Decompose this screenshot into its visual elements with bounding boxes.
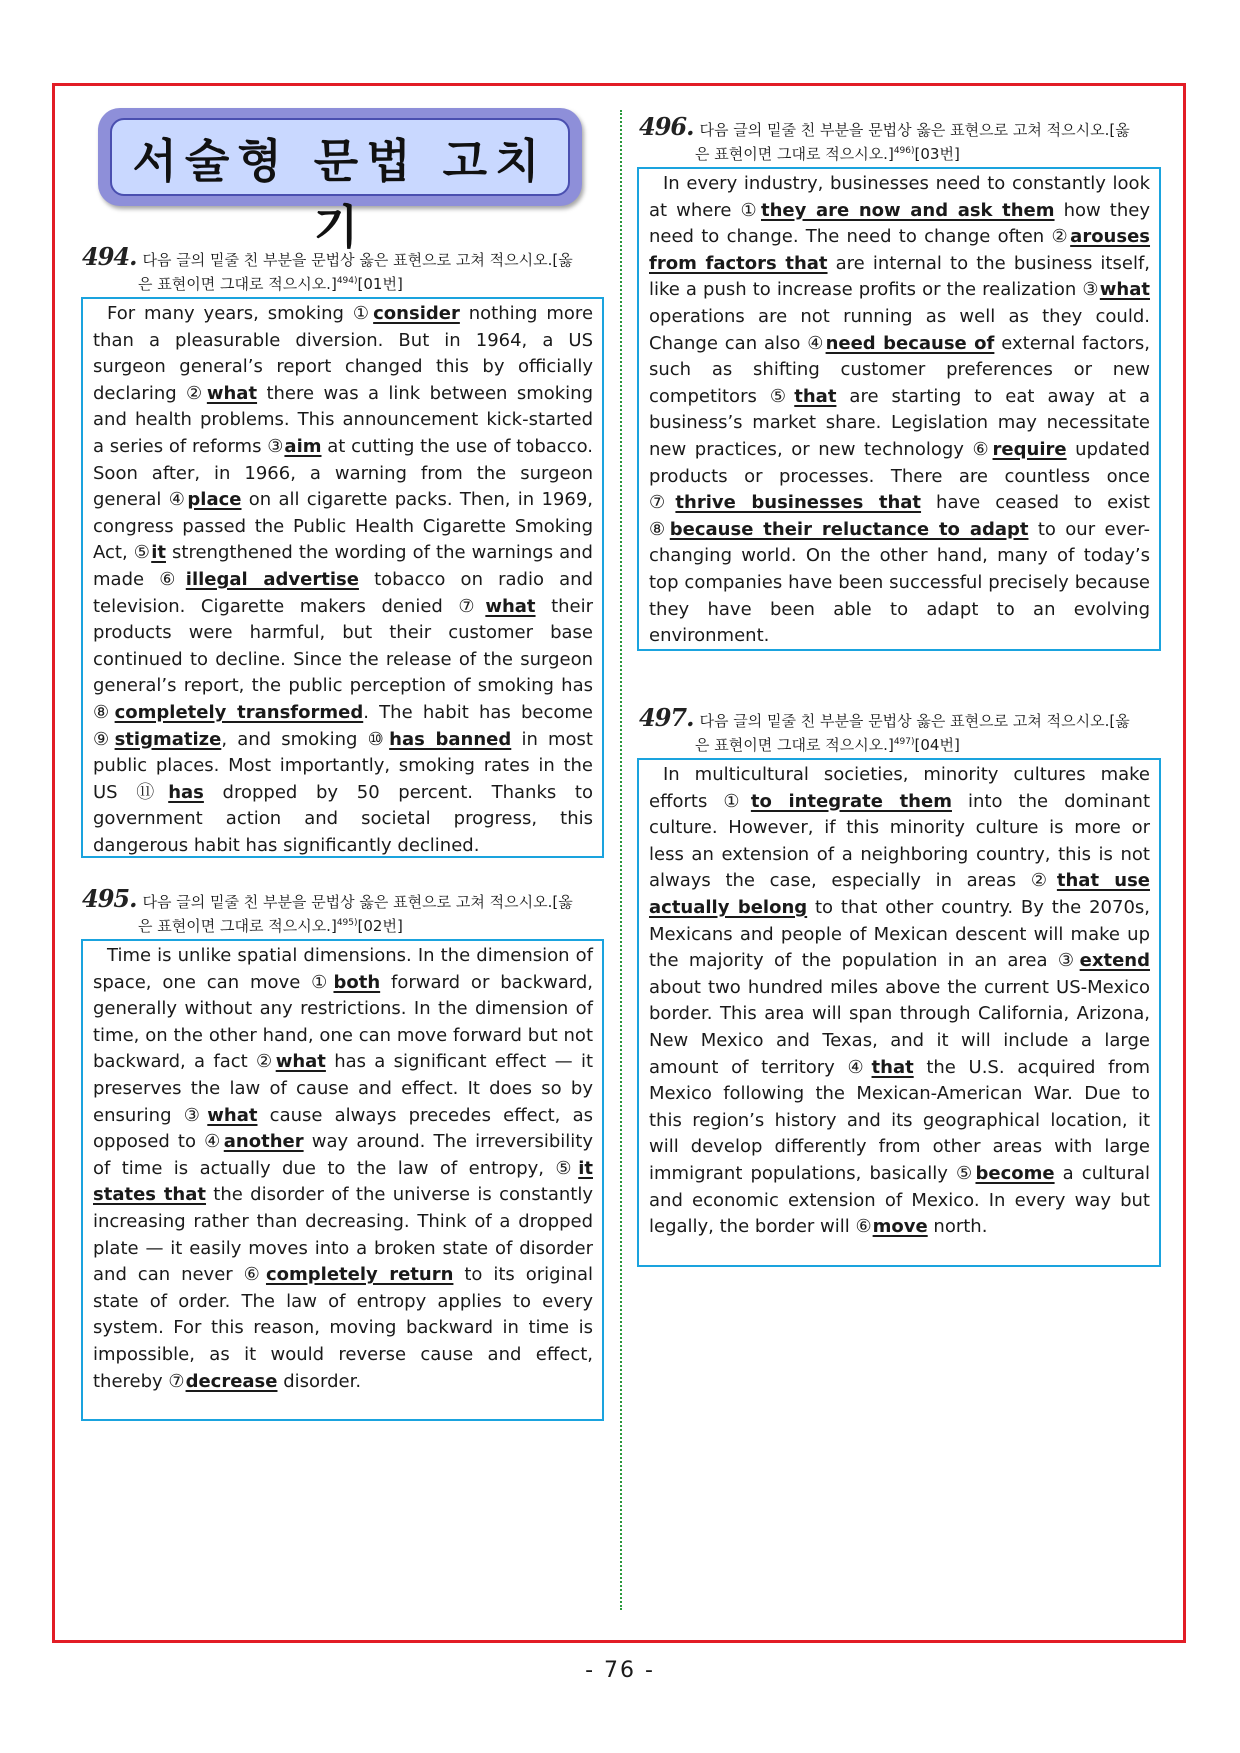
- underlined-phrase: what: [275, 1051, 326, 1073]
- passage-segment: into the dominant culture. However, if this minority culture is more or less an extension of a neighboring country, this is not always the case, especially in areas: [649, 790, 1151, 892]
- passage-segment: operations are not running as well as they could. Change can also: [649, 305, 1150, 354]
- underlined-phrase: what: [1099, 279, 1150, 301]
- question-number: 496.: [639, 112, 694, 141]
- passage-box-497: [637, 758, 1161, 1267]
- item-number: ②: [1030, 870, 1056, 892]
- passage-box-495: [81, 939, 604, 1421]
- passage-segment: has a significant effect — it preserves the law of cause and effect. It does so by ensuring: [93, 1051, 594, 1126]
- passage-segment: updated products or processes. There are countless once: [649, 438, 1151, 487]
- passage-text: [93, 301, 593, 859]
- item-number: ⑤: [555, 1157, 578, 1179]
- title-badge-inner: [110, 118, 570, 254]
- passage-segment: the disorder of the universe is constantly increasing rather than decreasing. Think of a dropped plate — it easily moves into a broken state of disorder and can never: [93, 1184, 593, 1286]
- passage-segment: . The habit has become: [363, 701, 594, 723]
- column-divider: [620, 110, 622, 1610]
- item-number: ⑦: [649, 492, 675, 514]
- item-number: ⑥: [159, 568, 185, 590]
- item-number: ③: [1082, 279, 1099, 301]
- question-number: 494.: [82, 242, 137, 271]
- passage-segment: north.: [927, 1216, 988, 1238]
- item-number: ②: [1051, 226, 1070, 248]
- item-number: ⑦: [168, 1370, 185, 1392]
- footnote-ref: 497): [893, 737, 915, 747]
- instruction-text-cont: 은 표현이면 그대로 적으시오.]: [138, 275, 337, 293]
- passage-segment: in most public places. Most importantly, smoking rates in the US: [93, 728, 593, 803]
- underlined-phrase: extend: [1079, 950, 1150, 972]
- passage-segment: to that other country. By the 2070s, Mexicans and people of Mexican descent will make up the majority of the population in an area: [649, 896, 1150, 972]
- passage-segment: tobacco on radio and television. Cigarette makers denied: [93, 568, 593, 617]
- underlined-phrase: they are now and ask them: [761, 199, 1055, 221]
- item-number: ④: [168, 489, 187, 511]
- passage-segment: there was a link between smoking and health problems. This announcement kick-started a series of reforms: [93, 382, 593, 457]
- passage-segment: about two hundred miles above the current US-Mexico border. This area will span through California, Arizona, New Mexico and Texas, and it will include a large amount of territory: [649, 976, 1150, 1078]
- passage-segment: are internal to the business itself, like a push to increase profits or the realization: [649, 252, 1150, 301]
- passage-segment: external factors, such as shifting customer preferences or new competitors: [649, 332, 1151, 407]
- question-code: [04번]: [914, 736, 960, 754]
- underlined-phrase: to integrate them: [750, 790, 952, 812]
- question-header-497: [639, 703, 1164, 756]
- underlined-phrase: require: [992, 438, 1067, 460]
- question-header-495: [82, 884, 607, 937]
- passage-box-496: [637, 167, 1161, 651]
- passage-segment: to its original state of order. The law of entropy applies to every system. For this reason, moving backward in time is impossible, as it would reverse cause and effect, thereby: [93, 1264, 594, 1392]
- underlined-phrase: stigmatize: [114, 728, 222, 750]
- instruction-text: 다음 글의 밑줄 친 부분을 문법상 옳은 표현으로 고쳐 적으시오.[옳: [699, 712, 1130, 730]
- page-title: 서술형 문법 고치기: [132, 134, 548, 254]
- item-number: ①: [723, 790, 750, 812]
- question-header-496: [639, 112, 1164, 165]
- passage-segment: to our ever-changing world. On the other hand, many of today’s top companies have been successful precisely because they have been able to adapt to an evolving environment.: [649, 518, 1150, 647]
- instruction-text-cont: 은 표현이면 그대로 적으시오.]: [695, 736, 894, 754]
- underlined-phrase: that: [871, 1056, 914, 1078]
- footnote-ref: 495): [336, 918, 358, 928]
- underlined-phrase: that: [794, 385, 837, 407]
- instruction-text: 다음 글의 밑줄 친 부분을 문법상 옳은 표현으로 고쳐 적으시오.[옳: [142, 251, 573, 269]
- footnote-ref: 494): [336, 276, 358, 286]
- passage-segment: how they need to change. The need to change often: [649, 199, 1151, 248]
- item-number: ⑤: [955, 1162, 975, 1184]
- item-number: ⑧: [649, 518, 669, 540]
- instruction-text: 다음 글의 밑줄 친 부분을 문법상 옳은 표현으로 고쳐 적으시오.[옳: [699, 121, 1130, 139]
- passage-box-494: [81, 297, 604, 858]
- item-number: ⑥: [972, 438, 992, 460]
- passage-segment: are starting to eat away at a business’s market share. Legislation may necessitate new practices, or new technology: [649, 385, 1150, 460]
- footnote-ref: 496): [893, 146, 915, 156]
- passage-text: [649, 762, 1150, 1241]
- instruction-text-cont: 은 표현이면 그대로 적으시오.]: [138, 917, 337, 935]
- instruction-text: 다음 글의 밑줄 친 부분을 문법상 옳은 표현으로 고쳐 적으시오.[옳: [142, 893, 573, 911]
- item-number: ⑨: [93, 728, 114, 750]
- underlined-phrase: it states that: [93, 1157, 593, 1206]
- item-number: ③: [267, 435, 284, 457]
- item-number: ⑩: [367, 728, 389, 750]
- item-number: ③: [183, 1104, 207, 1126]
- passage-segment: Time is unlike spatial dimensions. In the dimension of space, one can move: [93, 945, 593, 993]
- passage-segment: on all cigarette packs. Then, in 1969, congress passed the Public Health Cigarette Smoking Act,: [93, 489, 593, 564]
- question-number: 497.: [639, 703, 694, 732]
- underlined-phrase: that use actually belong: [649, 870, 1150, 918]
- passage-segment: nothing more than a pleasurable diversion. But in 1964, a US surgeon general’s report changed this by officially declaring: [93, 303, 594, 404]
- underlined-phrase: completely return: [265, 1264, 454, 1286]
- item-number: ⑪: [136, 781, 168, 803]
- underlined-phrase: need because of: [825, 332, 995, 354]
- underlined-phrase: arouses from factors that: [649, 226, 1151, 274]
- instruction-text-cont: 은 표현이면 그대로 적으시오.]: [695, 145, 894, 163]
- underlined-phrase: what: [485, 595, 536, 617]
- underlined-phrase: thrive businesses that: [675, 492, 922, 514]
- underlined-phrase: what: [206, 382, 258, 404]
- item-number: ①: [740, 199, 760, 221]
- underlined-phrase: because their reluctance to adapt: [669, 518, 1029, 540]
- underlined-phrase: has banned: [389, 728, 512, 750]
- passage-segment: In multicultural societies, minority cultures make efforts: [649, 764, 1150, 812]
- question-code: [03번]: [914, 145, 960, 163]
- passage-segment: the U.S. acquired from Mexico following the Mexican-American War. Due to this region’s history and its geographical location, it will develop differently from other areas with large immigrant populations, basically: [649, 1056, 1150, 1184]
- passage-segment: forward or backward, generally without any restrictions. In the dimension of time, on the other hand, one can move forward but not backward, a fact: [93, 971, 593, 1073]
- item-number: ②: [186, 382, 206, 404]
- passage-segment: strengthened the wording of the warnings and made: [93, 542, 593, 590]
- question-number: 495.: [82, 884, 137, 913]
- question-header-494: [82, 242, 607, 295]
- title-badge: [98, 108, 582, 254]
- item-number: ⑤: [769, 385, 794, 407]
- item-number: ⑥: [855, 1216, 872, 1238]
- passage-segment: dropped by 50 percent. Thanks to government action and societal progress, this dangerous habit has significantly declined.: [93, 781, 593, 856]
- passage-segment: In every industry, businesses need to constantly look at where: [649, 173, 1150, 221]
- underlined-phrase: both: [333, 971, 381, 993]
- passage-segment: , and smoking: [221, 728, 368, 750]
- passage-segment: For many years, smoking: [107, 303, 353, 324]
- passage-segment: way around. The irreversibility of time is actually due to the law of entropy,: [93, 1131, 593, 1179]
- underlined-phrase: move: [872, 1216, 928, 1238]
- item-number: ⑥: [243, 1264, 265, 1286]
- passage-segment: cause always precedes effect, as opposed to: [93, 1104, 593, 1153]
- question-code: [02번]: [357, 917, 403, 935]
- question-code: [01번]: [357, 275, 403, 293]
- item-number: ④: [847, 1056, 871, 1078]
- passage-segment: their products were harmful, but their customer base continued to decline. Since the release of the surgeon general’s report, the public perception of smoking has: [93, 595, 594, 697]
- passage-segment: at cutting the use of tobacco. Soon after, in 1966, a warning from the surgeon general: [93, 435, 593, 511]
- item-number: ②: [255, 1051, 275, 1073]
- underlined-phrase: place: [187, 489, 242, 511]
- item-number: ④: [204, 1131, 223, 1153]
- underlined-phrase: what: [207, 1104, 258, 1126]
- underlined-phrase: completely transformed: [114, 701, 364, 723]
- item-number: ④: [807, 332, 825, 354]
- passage-segment: have ceased to exist: [921, 492, 1150, 514]
- page-number: - 76 -: [585, 1658, 655, 1683]
- item-number: ③: [1057, 950, 1079, 972]
- underlined-phrase: illegal advertise: [185, 568, 359, 590]
- underlined-phrase: aim: [284, 435, 322, 457]
- underlined-phrase: decrease: [185, 1370, 278, 1392]
- item-number: ①: [352, 303, 373, 324]
- underlined-phrase: another: [223, 1131, 304, 1153]
- underlined-phrase: has: [168, 781, 204, 803]
- passage-segment: a cultural and economic extension of Mexico. In every way but legally, the border will: [649, 1162, 1150, 1238]
- item-number: ①: [311, 971, 333, 993]
- item-number: ⑧: [93, 701, 114, 723]
- item-number: ⑦: [458, 595, 485, 617]
- passage-segment: disorder.: [277, 1370, 362, 1392]
- passage-text: [93, 943, 593, 1395]
- underlined-phrase: consider: [373, 303, 460, 324]
- passage-text: [649, 171, 1150, 650]
- underlined-phrase: it: [151, 542, 166, 564]
- item-number: ⑤: [133, 542, 151, 564]
- underlined-phrase: become: [975, 1162, 1055, 1184]
